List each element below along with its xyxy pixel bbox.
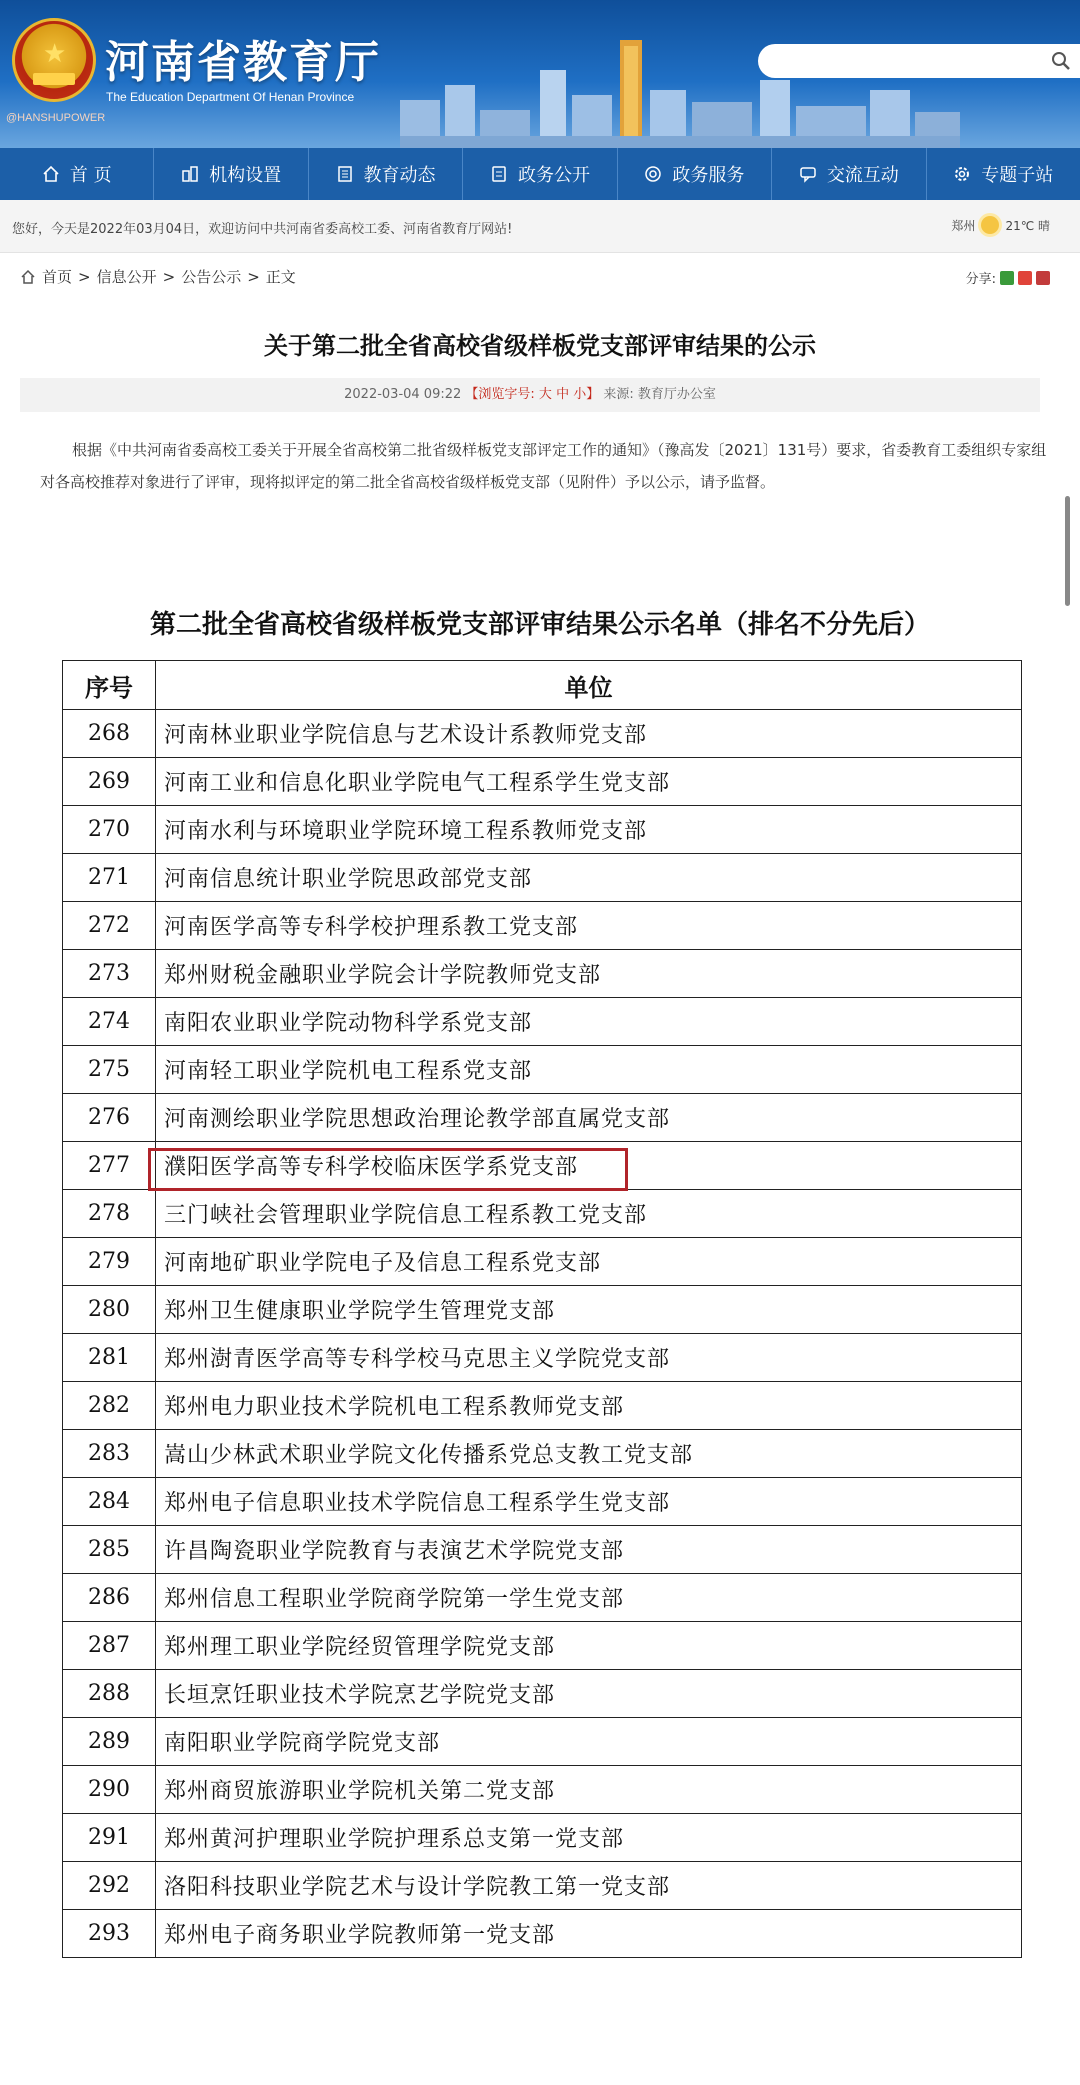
nav-label: 政务公开 (517, 165, 590, 186)
table-row (63, 1286, 1022, 1334)
breadcrumb-home[interactable]: 首页 (42, 268, 73, 286)
nav-item-public[interactable] (463, 148, 617, 200)
row-number: 269 (63, 758, 156, 806)
row-number: 278 (63, 1190, 156, 1238)
breadcrumb-separator: > (162, 267, 176, 286)
row-unit-name: 南阳职业学院商学院党支部 (156, 1718, 1022, 1766)
site-header (0, 0, 1080, 148)
org-icon (181, 165, 199, 183)
row-unit-name: 许昌陶瓷职业学院教育与表演艺术学院党支部 (156, 1526, 1022, 1574)
row-number: 282 (63, 1382, 156, 1430)
row-unit-name: 河南测绘职业学院思想政治理论教学部直属党支部 (156, 1094, 1022, 1142)
font-size-selector[interactable]: 【浏览字号: 大 中 小】 (465, 387, 600, 402)
table-row (63, 854, 1022, 902)
table-row (63, 998, 1022, 1046)
article-body: 根据《中共河南省委高校工委关于开展全省高校第二批省级样板党支部评定工作的通知》（豫高发〔2021〕131号）要求，省委教育工委组织专家组对各高校推荐对象进行了评审，现将拟评定的第二批全省高校省级样板党支部（见附件）予以公示，请予监督。 (40, 441, 1047, 491)
table-row (63, 806, 1022, 854)
site-title: 河南省教育厅 (105, 37, 381, 88)
row-number: 274 (63, 998, 156, 1046)
row-unit-name: 河南医学高等专科学校护理系教工党支部 (156, 902, 1022, 950)
weather-temp: 21℃ 晴 (1005, 218, 1050, 233)
breadcrumb-current: 正文 (265, 268, 296, 286)
table-header-row (63, 661, 1022, 710)
chat-icon (799, 165, 817, 183)
main-nav (0, 148, 1080, 200)
table-row (63, 1094, 1022, 1142)
col-header-unit: 单位 (156, 661, 1022, 710)
row-unit-name: 河南信息统计职业学院思政部党支部 (156, 854, 1022, 902)
table-row (63, 950, 1022, 998)
article-date: 2022-03-04 09:22 (344, 387, 462, 402)
row-number: 277 (63, 1142, 156, 1190)
row-unit-name: 郑州电子商务职业学院教师第一党支部 (156, 1910, 1022, 1958)
row-unit-name: 郑州黄河护理职业学院护理系总支第一党支部 (156, 1814, 1022, 1862)
table-title: 第二批全省高校省级样板党支部评审结果公示名单（排名不分先后） (149, 610, 930, 640)
gear-icon (953, 165, 971, 183)
row-unit-name: 长垣烹饪职业技术学院烹艺学院党支部 (156, 1670, 1022, 1718)
article-meta (20, 378, 1040, 412)
table-row (63, 902, 1022, 950)
table-row (63, 1862, 1022, 1910)
nav-item-org[interactable] (154, 148, 308, 200)
table-row (63, 1478, 1022, 1526)
row-number: 289 (63, 1718, 156, 1766)
nav-label: 教育动态 (363, 165, 436, 186)
wechat-share-icon[interactable] (1000, 271, 1014, 285)
article-title: 关于第二批全省高校省级样板党支部评审结果的公示 (264, 332, 816, 360)
row-number: 279 (63, 1238, 156, 1286)
weather-city: 郑州 (951, 218, 976, 233)
row-number: 284 (63, 1478, 156, 1526)
row-number: 273 (63, 950, 156, 998)
table-row (63, 1382, 1022, 1430)
row-number: 268 (63, 710, 156, 758)
row-unit-name: 郑州卫生健康职业学院学生管理党支部 (156, 1286, 1022, 1334)
row-number: 288 (63, 1670, 156, 1718)
row-number: 276 (63, 1094, 156, 1142)
row-number: 270 (63, 806, 156, 854)
table-row (63, 1718, 1022, 1766)
home-icon (20, 269, 36, 285)
sun-icon (981, 216, 999, 234)
breadcrumb-separator: > (78, 267, 91, 286)
row-unit-name: 郑州商贸旅游职业学院机关第二党支部 (156, 1766, 1022, 1814)
nav-item-service[interactable] (618, 148, 772, 200)
search-input[interactable] (758, 44, 1080, 78)
table-row (63, 1430, 1022, 1478)
row-number: 283 (63, 1430, 156, 1478)
scrollbar-thumb[interactable] (1065, 496, 1070, 606)
row-number: 281 (63, 1334, 156, 1382)
row-unit-name: 郑州澍青医学高等专科学校马克思主义学院党支部 (156, 1334, 1022, 1382)
nav-label: 机构设置 (209, 165, 282, 186)
welcome-bar (0, 200, 1080, 253)
breadcrumb-announcements[interactable]: 公告公示 (181, 268, 242, 286)
row-number: 287 (63, 1622, 156, 1670)
row-number: 280 (63, 1286, 156, 1334)
nav-label: 首 页 (69, 165, 112, 186)
nav-item-interact[interactable] (772, 148, 926, 200)
table-row (63, 1046, 1022, 1094)
table-row (63, 1526, 1022, 1574)
nav-item-home[interactable] (0, 148, 154, 200)
table-row (63, 1910, 1022, 1958)
row-unit-name: 郑州信息工程职业学院商学院第一学生党支部 (156, 1574, 1022, 1622)
row-number: 292 (63, 1862, 156, 1910)
table-row (63, 710, 1022, 758)
table-row (63, 1622, 1022, 1670)
row-number: 275 (63, 1046, 156, 1094)
search-icon[interactable] (1050, 50, 1072, 72)
table-row (63, 1334, 1022, 1382)
row-number: 293 (63, 1910, 156, 1958)
weibo-share-icon[interactable] (1018, 271, 1032, 285)
doc-icon (490, 165, 508, 183)
row-number: 272 (63, 902, 156, 950)
row-unit-name: 郑州理工职业学院经贸管理学院党支部 (156, 1622, 1022, 1670)
table-row (63, 1190, 1022, 1238)
row-unit-name: 郑州财税金融职业学院会计学院教师党支部 (156, 950, 1022, 998)
results-table (62, 660, 1022, 1958)
nav-item-subsites[interactable] (927, 148, 1080, 200)
row-unit-name: 河南林业职业学院信息与艺术设计系教师党支部 (156, 710, 1022, 758)
weather-widget (951, 216, 1050, 234)
nav-item-news[interactable] (309, 148, 463, 200)
row-number: 286 (63, 1574, 156, 1622)
share-label: 分享: (965, 272, 996, 287)
row-unit-name: 濮阳医学高等专科学校临床医学系党支部 (156, 1142, 1022, 1190)
row-number: 271 (63, 854, 156, 902)
site-subtitle: The Education Department Of Henan Province (106, 90, 355, 104)
welcome-message: 您好，今天是2022年03月04日，欢迎访问中共河南省委高校工委、河南省教育厅网站! (12, 222, 513, 237)
highlight-box (148, 1148, 628, 1191)
nav-label: 专题子站 (981, 165, 1054, 186)
row-number: 291 (63, 1814, 156, 1862)
service-icon (644, 165, 662, 183)
national-emblem-logo: ★ (12, 18, 96, 102)
news-icon (336, 165, 354, 183)
breadcrumb (20, 266, 296, 287)
table-row (63, 1814, 1022, 1862)
emblem-caption: @HANSHUPOWER (6, 112, 106, 124)
row-unit-name: 河南轻工职业学院机电工程系党支部 (156, 1046, 1022, 1094)
share-bar (966, 268, 1050, 287)
qzone-share-icon[interactable] (1036, 271, 1050, 285)
breadcrumb-info-public[interactable]: 信息公开 (96, 268, 157, 286)
table-row (63, 758, 1022, 806)
table-row (63, 1238, 1022, 1286)
row-number: 285 (63, 1526, 156, 1574)
nav-label: 交流互动 (826, 165, 899, 186)
row-number: 290 (63, 1766, 156, 1814)
row-unit-name: 南阳农业职业学院动物科学系党支部 (156, 998, 1022, 1046)
table-row (63, 1670, 1022, 1718)
row-unit-name: 河南工业和信息化职业学院电气工程系学生党支部 (156, 758, 1022, 806)
nav-label: 政务服务 (672, 165, 745, 186)
col-header-number: 序号 (63, 661, 156, 710)
row-unit-name: 郑州电力职业技术学院机电工程系教师党支部 (156, 1382, 1022, 1430)
row-unit-name: 郑州电子信息职业技术学院信息工程系学生党支部 (156, 1478, 1022, 1526)
breadcrumb-separator: > (247, 267, 260, 286)
row-unit-name: 嵩山少林武术职业学院文化传播系党总支教工党支部 (156, 1430, 1022, 1478)
row-unit-name: 河南水利与环境职业学院环境工程系教师党支部 (156, 806, 1022, 854)
table-row (63, 1574, 1022, 1622)
home-icon (42, 165, 60, 183)
row-unit-name: 三门峡社会管理职业学院信息工程系教工党支部 (156, 1190, 1022, 1238)
row-unit-name: 河南地矿职业学院电子及信息工程系党支部 (156, 1238, 1022, 1286)
table-row (63, 1766, 1022, 1814)
row-unit-name: 洛阳科技职业学院艺术与设计学院教工第一党支部 (156, 1862, 1022, 1910)
article-source: 来源: 教育厅办公室 (603, 387, 716, 402)
